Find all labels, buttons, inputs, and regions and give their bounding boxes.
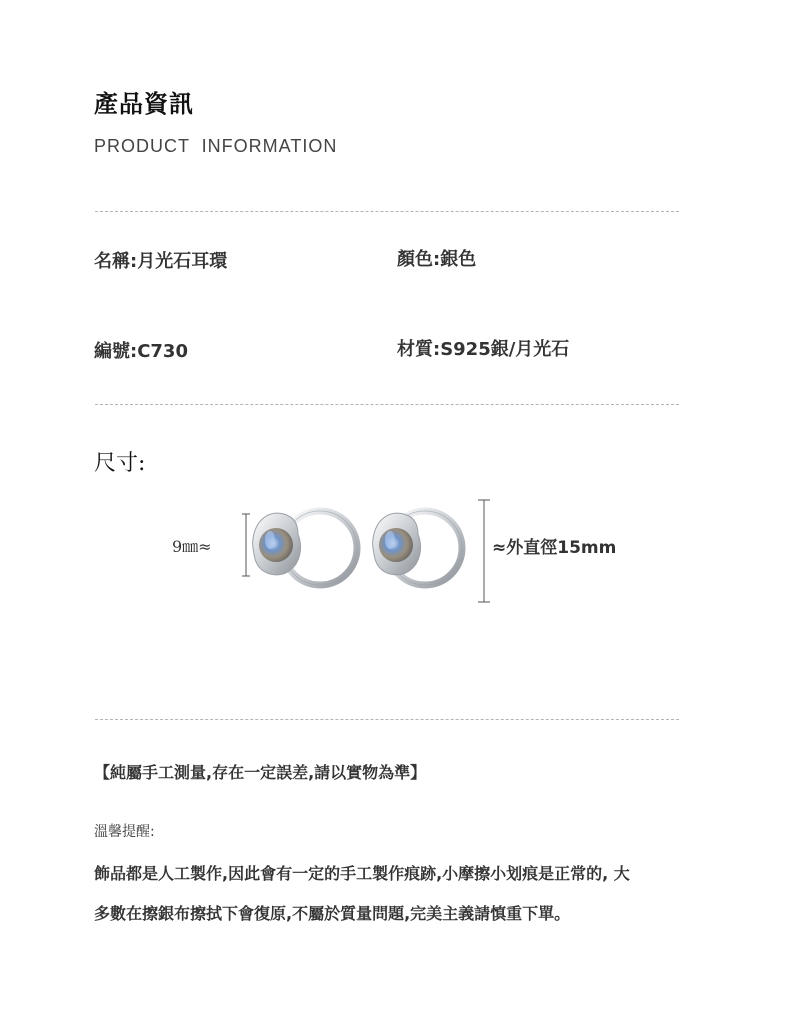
hoop-dimension-bracket <box>478 500 490 602</box>
stone-dimension-label: 9㎜≈ <box>172 537 212 556</box>
product-color: 顏色:銀色 <box>397 249 477 270</box>
earrings-image <box>238 494 498 606</box>
product-code: 編號:C730 <box>94 341 188 362</box>
measurement-note: 【純屬手工測量,存在一定誤差,請以實物為準】 <box>94 763 427 782</box>
divider <box>95 719 679 720</box>
size-title: 尺寸: <box>94 451 146 476</box>
tips-line-2: 多數在擦銀布擦拭下會復原,不屬於質量問題,完美主義請慎重下單。 <box>94 904 571 923</box>
earring-right <box>373 511 462 585</box>
page-subtitle: PRODUCT INFORMATION <box>94 136 338 156</box>
divider <box>95 211 679 212</box>
divider <box>95 404 679 405</box>
tips-line-1: 飾品都是人工製作,因此會有一定的手工製作痕跡,小摩擦小划痕是正常的, 大 <box>94 864 630 883</box>
product-name: 名稱:月光石耳環 <box>94 251 228 272</box>
stone-dimension-bracket <box>242 514 250 576</box>
product-material: 材質:S925銀/月光石 <box>397 339 570 360</box>
earring-left <box>253 511 357 585</box>
tips-title: 溫馨提醒: <box>94 824 155 840</box>
page-title: 產品資訊 <box>94 90 194 118</box>
hoop-dimension-label: ≈外直徑15mm <box>492 538 617 558</box>
